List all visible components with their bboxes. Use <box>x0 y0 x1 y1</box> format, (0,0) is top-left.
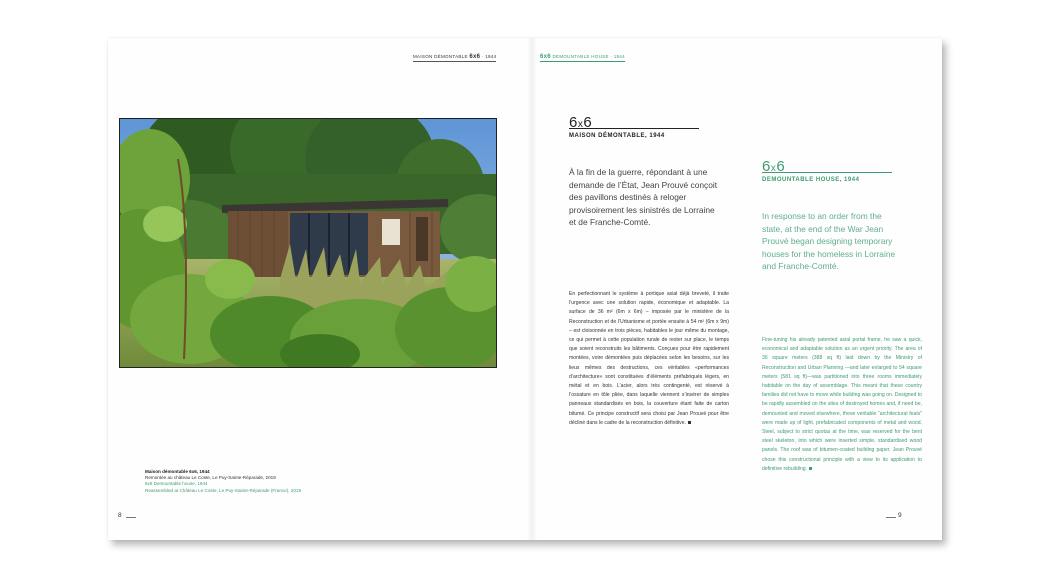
caption-fr-detail: Remontée au château Le Coste, Le Puy-Sainte-Réparade, 2019 <box>145 475 276 481</box>
caption-en-title: 6x6 Demountable house, 1944 <box>145 481 208 487</box>
subtitle-english: DEMOUNTABLE HOUSE, 1944 <box>762 177 860 183</box>
running-head-left: MAISON DÉMONTABLE 6x6 · 1944 <box>413 54 497 60</box>
running-head-right: 6x6 DEMOUNTABLE HOUSE · 1944 <box>540 54 625 60</box>
end-mark-icon <box>809 467 812 470</box>
title-rule-french <box>569 128 699 129</box>
photo-caption <box>145 469 301 494</box>
page-number-right: 9 <box>898 512 902 519</box>
end-mark-icon <box>688 421 691 424</box>
page-number-left: 8 <box>118 512 122 519</box>
title-rule-english <box>762 172 892 173</box>
book-spine <box>527 38 537 540</box>
page-number-rule-left <box>126 517 136 518</box>
house-photo <box>119 118 497 368</box>
caption-en-detail: Reassembled at Château Le Coste, Le Puy-Sainte-Réparade (France), 2019 <box>145 487 302 493</box>
book-spread <box>108 38 942 540</box>
subtitle-french: MAISON DÉMONTABLE, 1944 <box>569 133 665 139</box>
body-english: Fine-tuning his already patented axial portal frame, he saw a quick, economical and adaptable solution as an urgent priority. The area of 36 square meters (388 sq ft) laid down by the Ministry of Reconstruction and Urban Planning —and later enlarged to 54 square meters (581 sq ft)—was partitioned into three rooms immediately habitable on the day of assemblage. This meant that these country families did not have to move while building was going on. Designed to be rapidly assembled on the sites of destroyed homes and, if need be, demounted and moved elsewhere, these veritable “architectural feats” were made up of light, prefabricated components of metal and wood. Steel, subject to strict quotas at the time, was reserved for the bent steel skeleton, into which were inserted simple, standardised wood panels. The roof was of bitumen-coated building paper. Jean Prouvé chose this constructional principle with a view to its application to definitive rebuilding. <box>762 337 922 472</box>
body-french: En perfectionnant le système à portique axial déjà breveté, il traite l’urgence avec une solution rapide, économique et adaptable. La surface de 36 m² (6m x 6m) – imposée par le ministère de la Reconstruction et de l’Urbanisme et portée ensuite à 54 m² (6m x 9m) – est cloisonnée en trois pièces, habitables le jour même du montage, ce qui permet à cette population rurale de rester sur place, le temps que soient reconstruits les bâtiments. Conçues pour être rapidement montées, voire démontées puis déplacées selon les besoins, sur les lieux mêmes des destructions, ces véritables «performances d’architecture» sont constituées d’éléments préfabriqués légers, en métal et en bois. L’acier, alors très contingenté, est réservé à l’ossature en tôle pliée, dans laquelle viennent s’insérer de simples panneaux standardisés en bois, la couverture étant faite de carton bitumé. Ce principe constructif sera choisi par Jean Prouvé pour être décliné dans le cadre de la reconstruction définitive. <box>569 291 729 426</box>
page-number-rule-right <box>886 517 896 518</box>
caption-fr-title: Maison démontable 6x6, 1944 <box>145 469 210 474</box>
title-french: 6x6 <box>569 114 593 131</box>
title-english: 6x6 <box>762 158 786 175</box>
intro-french: À la fin de la guerre, répondant à une demande de l’État, Jean Prouvé conçoit des pavillons destinés à reloger provisoirement les sinistrés de Lorraine et de Franche-Comté. <box>569 167 718 228</box>
intro-english: In response to an order from the state, at the end of the War Jean Prouvé began designing temporary houses for the homeless in Lorraine and Franche-Comté. <box>762 211 896 272</box>
